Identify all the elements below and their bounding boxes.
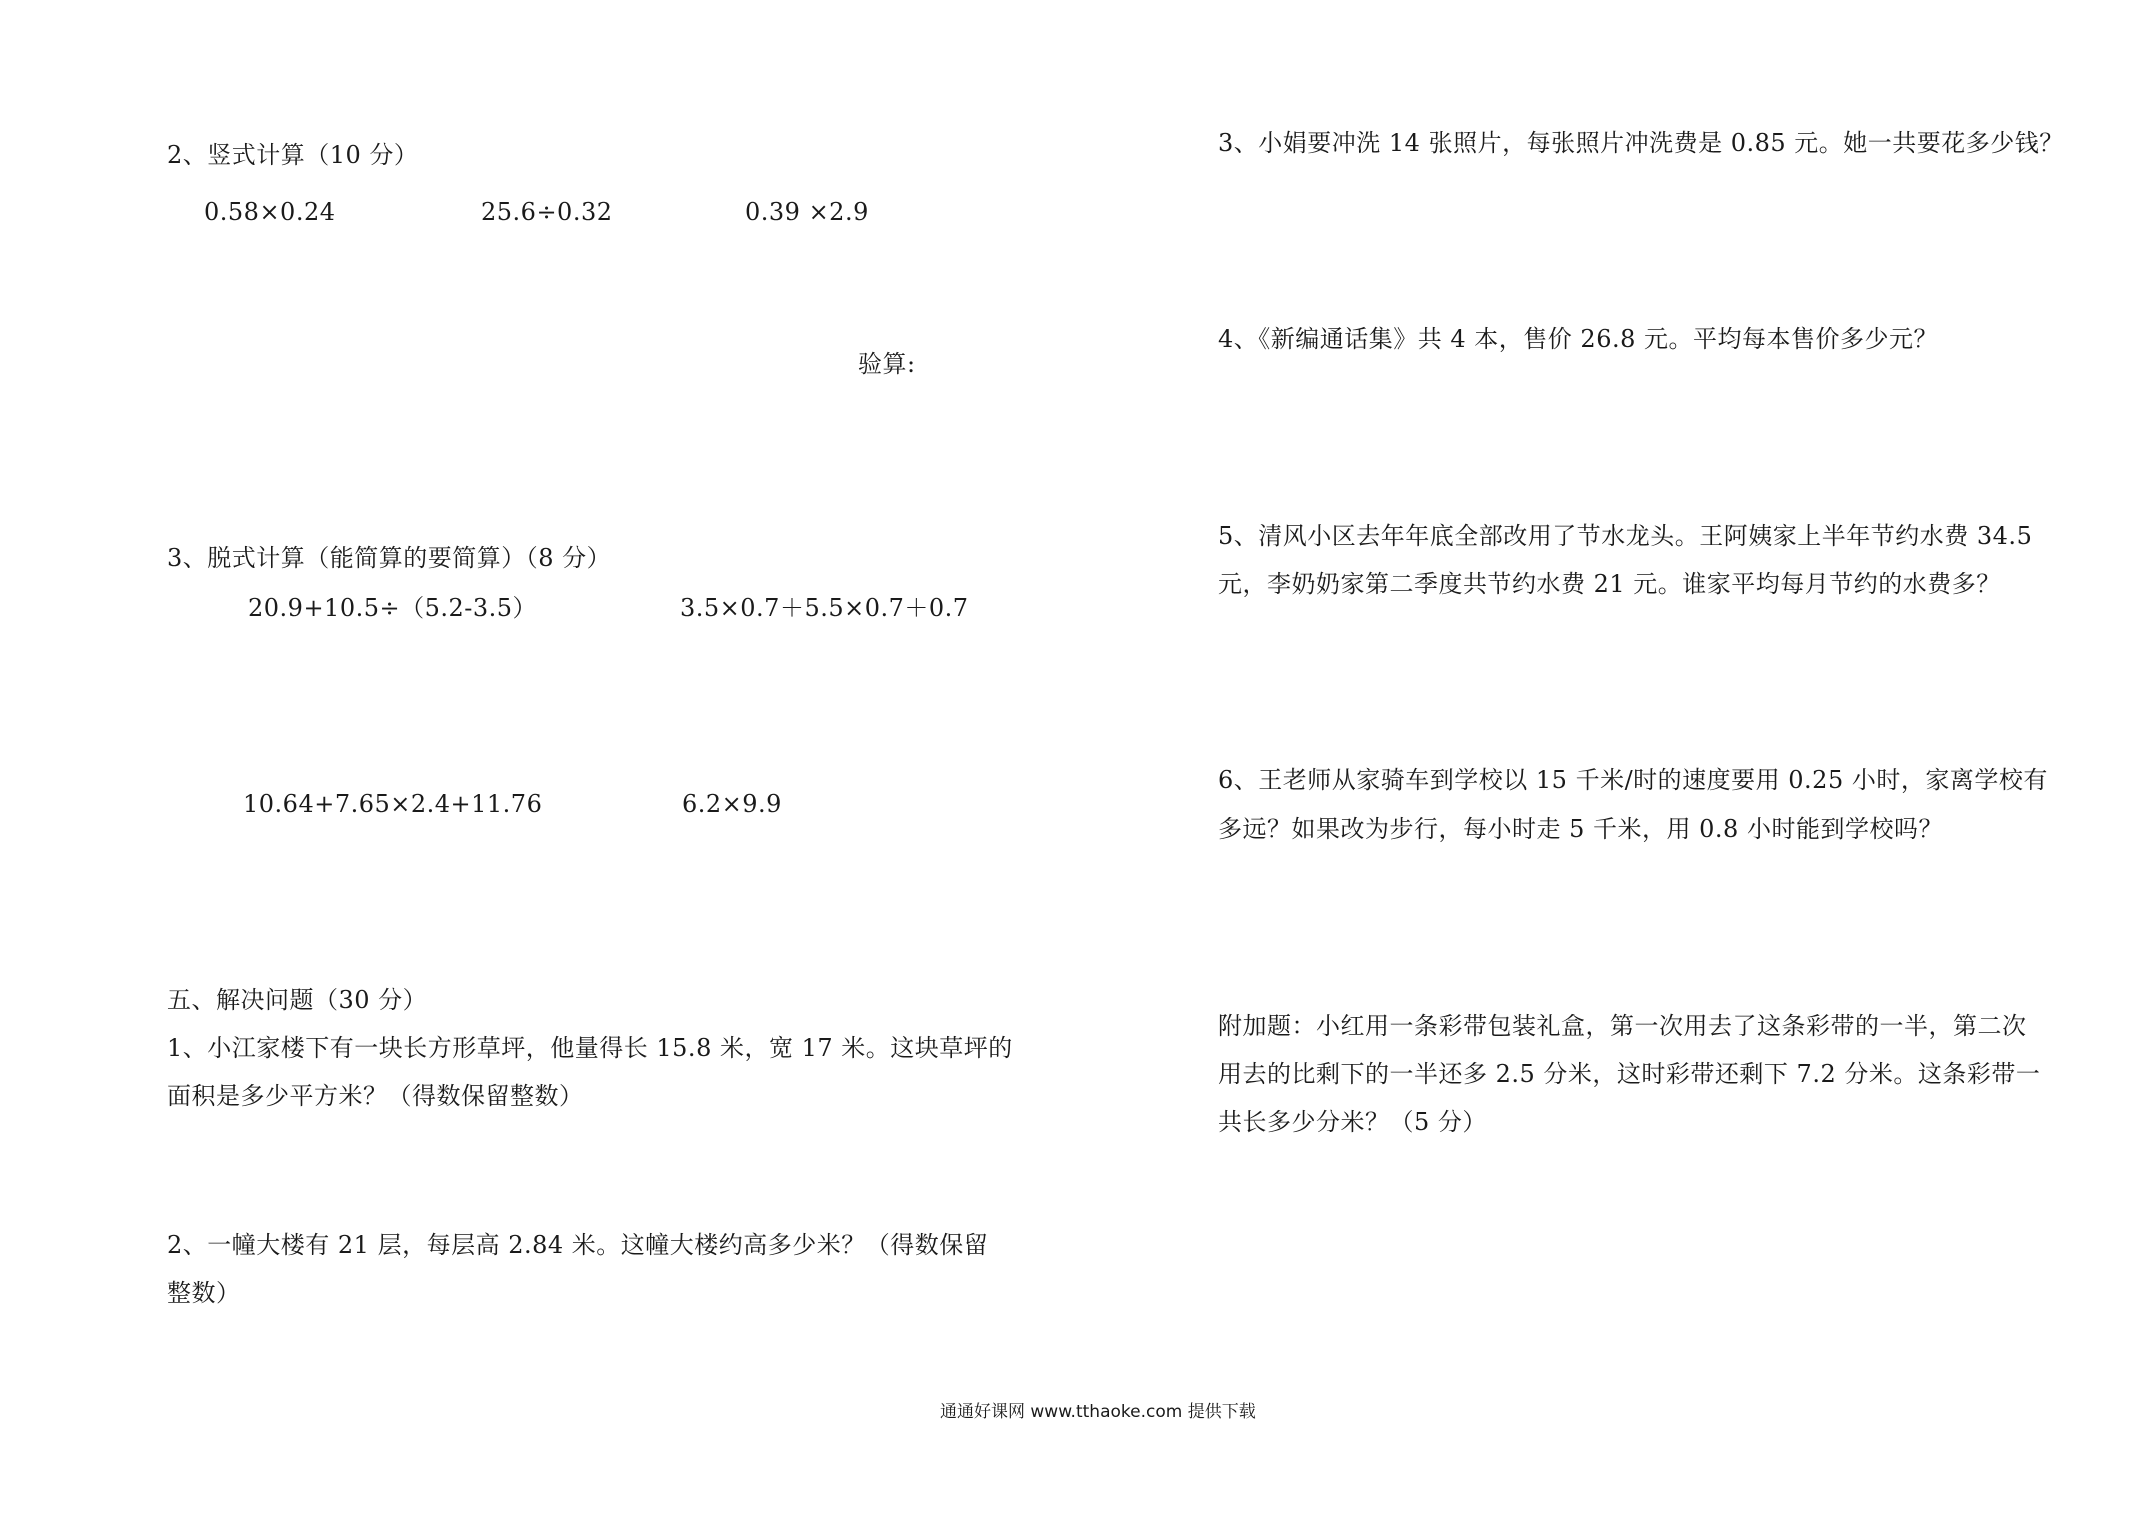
section-5-title: 五、解决问题（30 分） (167, 986, 428, 1014)
section-3-title: 3、脱式计算（能简算的要简算）（8 分） (167, 544, 612, 572)
problem-1-line-2: 面积是多少平方米？（得数保留整数） (167, 1082, 584, 1110)
step-calc-item-3: 10.64+7.65×2.4+11.76 (243, 790, 543, 818)
problem-2-line-2: 整数） (167, 1279, 241, 1307)
problem-5-line-1: 5、清风小区去年年底全部改用了节水龙头。王阿姨家上半年节约水费 34.5 (1218, 522, 2033, 550)
problem-2-line-1: 2、一幢大楼有 21 层，每层高 2.84 米。这幢大楼约高多少米？（得数保留 (167, 1231, 989, 1259)
step-calc-item-2: 3.5×0.7＋5.5×0.7＋0.7 (680, 594, 969, 622)
problem-5-line-2: 元，李奶奶家第二季度共节约水费 21 元。谁家平均每月节约的水费多？ (1218, 570, 2001, 598)
vertical-calc-item-1: 0.58×0.24 (204, 198, 336, 226)
section-2-title: 2、竖式计算（10 分） (167, 141, 419, 169)
vertical-calc-item-3: 0.39 ×2.9 (745, 198, 869, 226)
problem-6-line-2: 多远？如果改为步行，每小时走 5 千米，用 0.8 小时能到学校吗？ (1218, 815, 1943, 843)
problem-6-line-1: 6、王老师从家骑车到学校以 15 千米/时的速度要用 0.25 小时，家离学校有 (1218, 766, 2048, 794)
vertical-calc-item-2: 25.6÷0.32 (481, 198, 613, 226)
problem-3: 3、小娟要冲洗 14 张照片，每张照片冲洗费是 0.85 元。她一共要花多少钱？ (1218, 129, 2064, 157)
problem-1-line-1: 1、小江家楼下有一块长方形草坪，他量得长 15.8 米，宽 17 米。这块草坪的 (167, 1034, 1013, 1062)
problem-4: 4、《新编通话集》共 4 本，售价 26.8 元。平均每本售价多少元？ (1218, 325, 1938, 353)
footer-source: 通通好课网 www.tthaoke.com 提供下载 (940, 1402, 1256, 1422)
bonus-problem-line-2: 用去的比剩下的一半还多 2.5 分米，这时彩带还剩下 7.2 分米。这条彩带一 (1218, 1060, 2041, 1088)
bonus-problem-line-1: 附加题：小红用一条彩带包装礼盒，第一次用去了这条彩带的一半，第二次 (1218, 1012, 2027, 1040)
step-calc-item-1: 20.9+10.5÷（5.2-3.5） (248, 594, 538, 622)
step-calc-item-4: 6.2×9.9 (682, 790, 782, 818)
check-label: 验算: (858, 350, 916, 378)
bonus-problem-line-3: 共长多少分米？（5 分） (1218, 1108, 1487, 1136)
